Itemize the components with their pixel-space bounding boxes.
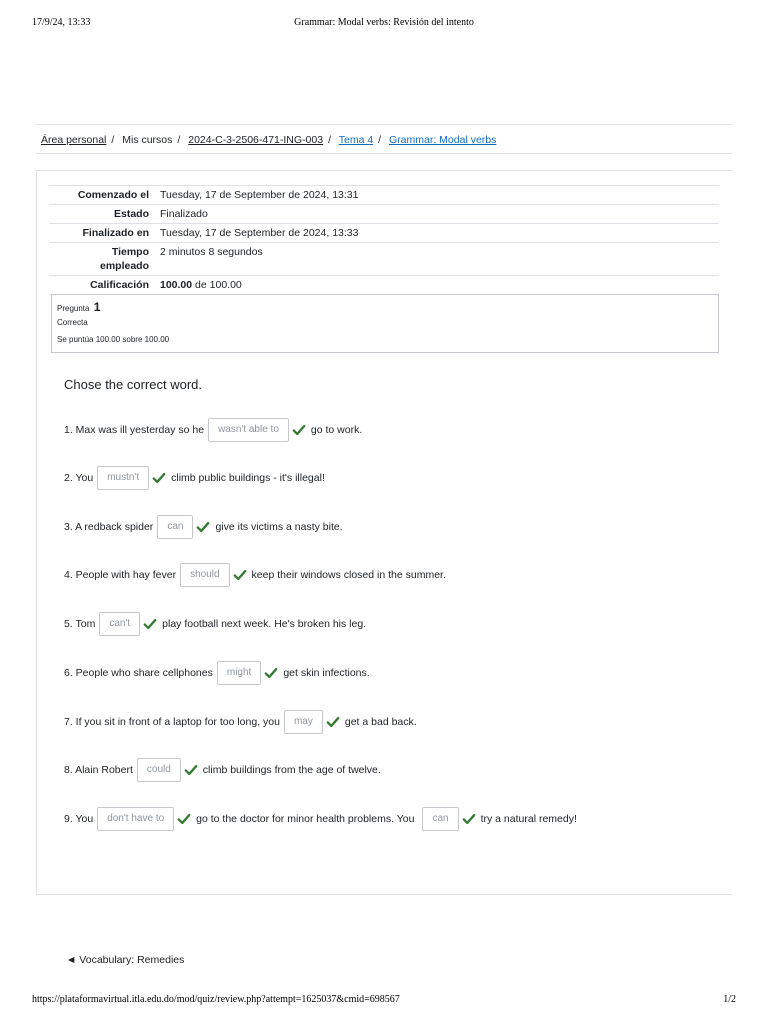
question-mark: Se puntúa 100.00 sobre 100.00	[57, 335, 170, 344]
summary-label: Tiempo empleado	[99, 246, 149, 272]
question-sentence	[64, 806, 577, 832]
summary-label: Estado	[113, 208, 149, 220]
print-datetime: 17/9/24, 13:33	[32, 17, 91, 28]
question-sentence	[64, 514, 343, 540]
question-info-box	[51, 294, 719, 353]
sentence-text-after: try a natural remedy!	[480, 813, 577, 825]
check-icon	[462, 812, 476, 826]
sentence-text-after: climb buildings from the age of twelve.	[202, 764, 381, 776]
question-number: 1	[93, 300, 101, 314]
question-state: Correcta	[57, 318, 88, 327]
breadcrumb-quiz[interactable]: Grammar: Modal verbs	[389, 134, 497, 146]
sentence-text-before: 4. People with hay fever	[64, 569, 177, 581]
sentence-text-after: get a bad back.	[344, 716, 417, 728]
sentence-text-after: get skin infections.	[283, 667, 370, 679]
answer-select[interactable]: can't	[99, 612, 140, 636]
summary-value: 2 minutos 8 segundos	[160, 246, 263, 258]
print-header	[32, 17, 736, 31]
answer-select[interactable]: wasn't able to	[208, 418, 289, 442]
breadcrumb: Área personal / Mis cursos / 2024-C-3-2506-471-ING-003 / Tema 4 / Grammar: Modal verbs	[36, 124, 732, 154]
question-sentence	[64, 709, 417, 735]
summary-row-state	[49, 205, 719, 224]
print-title: Grammar: Modal verbs: Revisión del intento	[294, 17, 474, 28]
sentence-text-before: 6. People who share cellphones	[64, 667, 213, 679]
answer-select[interactable]: may	[284, 710, 323, 734]
check-icon	[264, 666, 278, 680]
summary-row-finished	[49, 224, 719, 243]
breadcrumb-mis-cursos: Mis cursos	[122, 134, 173, 146]
print-page-number: 1/2	[723, 994, 736, 1005]
attempt-summary-table	[49, 185, 719, 295]
sentence-text-after: go to the doctor for minor health problems. You	[196, 813, 415, 825]
answer-select[interactable]: might	[217, 661, 261, 685]
answer-select[interactable]: mustn't	[97, 466, 149, 490]
sentence-text-before: 1. Max was ill yesterday so he	[64, 424, 205, 436]
quiz-review-region	[36, 170, 732, 895]
answer-select[interactable]: should	[180, 563, 229, 587]
check-icon	[292, 423, 306, 437]
check-icon	[326, 715, 340, 729]
breadcrumb-course[interactable]: 2024-C-3-2506-471-ING-003	[188, 134, 324, 146]
question-label: Pregunta	[57, 304, 90, 313]
question-sentence	[64, 757, 381, 783]
summary-value: Tuesday, 17 de September de 2024, 13:33	[160, 227, 359, 239]
summary-value	[157, 276, 719, 295]
check-icon	[152, 471, 166, 485]
previous-activity-link[interactable]: ◄ Vocabulary: Remedies	[66, 954, 185, 966]
answer-select[interactable]: don't have to	[97, 807, 174, 831]
summary-value: Tuesday, 17 de September de 2024, 13:31	[160, 189, 359, 201]
answer-select[interactable]: can	[422, 807, 458, 831]
breadcrumb-area-personal[interactable]: Área personal	[41, 134, 107, 146]
sentence-text-before: 5. Tom	[64, 618, 96, 630]
print-url: https://plataformavirtual.itla.edu.do/mod/quiz/review.php?attempt=1625037&cmid=698567	[32, 994, 400, 1005]
question-sentence	[64, 660, 370, 686]
answer-select[interactable]: could	[137, 758, 181, 782]
sentence-text-after: go to work.	[310, 424, 363, 436]
check-icon	[196, 520, 210, 534]
sentence-text-before: 3. A redback spider	[64, 521, 154, 533]
check-icon	[233, 568, 247, 582]
sentence-text-after: play football next week. He's broken his leg.	[162, 618, 367, 630]
summary-label: Finalizado en	[82, 227, 149, 239]
check-icon	[177, 812, 191, 826]
question-sentence	[64, 465, 325, 491]
summary-value: Finalizado	[160, 208, 208, 220]
question-sentence	[64, 611, 366, 637]
grade-rest: de 100.00	[192, 279, 242, 291]
summary-label: Comenzado el	[77, 189, 149, 201]
sentence-text-before: 2. You	[64, 472, 94, 484]
question-sentence	[64, 417, 362, 443]
print-footer	[32, 994, 736, 1008]
check-icon	[143, 617, 157, 631]
question-sentence	[64, 562, 446, 588]
check-icon	[184, 763, 198, 777]
breadcrumb-tema[interactable]: Tema 4	[338, 134, 374, 146]
question-prompt: Chose the correct word.	[64, 377, 203, 392]
sentence-text-after: give its victims a nasty bite.	[215, 521, 343, 533]
sentence-text-before: 9. You	[64, 813, 94, 825]
answer-select[interactable]: can	[157, 515, 193, 539]
sentence-text-before: 8. Alain Robert	[64, 764, 133, 776]
summary-label: Calificación	[90, 279, 149, 291]
sentence-text-after: climb public buildings - it's illegal!	[171, 472, 325, 484]
sentence-text-after: keep their windows closed in the summer.	[251, 569, 446, 581]
sentence-text-before: 7. If you sit in front of a laptop for too long, you	[64, 716, 280, 728]
summary-row-started	[49, 186, 719, 205]
summary-row-time	[49, 243, 719, 276]
grade-score: 100.00	[160, 279, 193, 291]
summary-row-grade	[49, 276, 719, 295]
